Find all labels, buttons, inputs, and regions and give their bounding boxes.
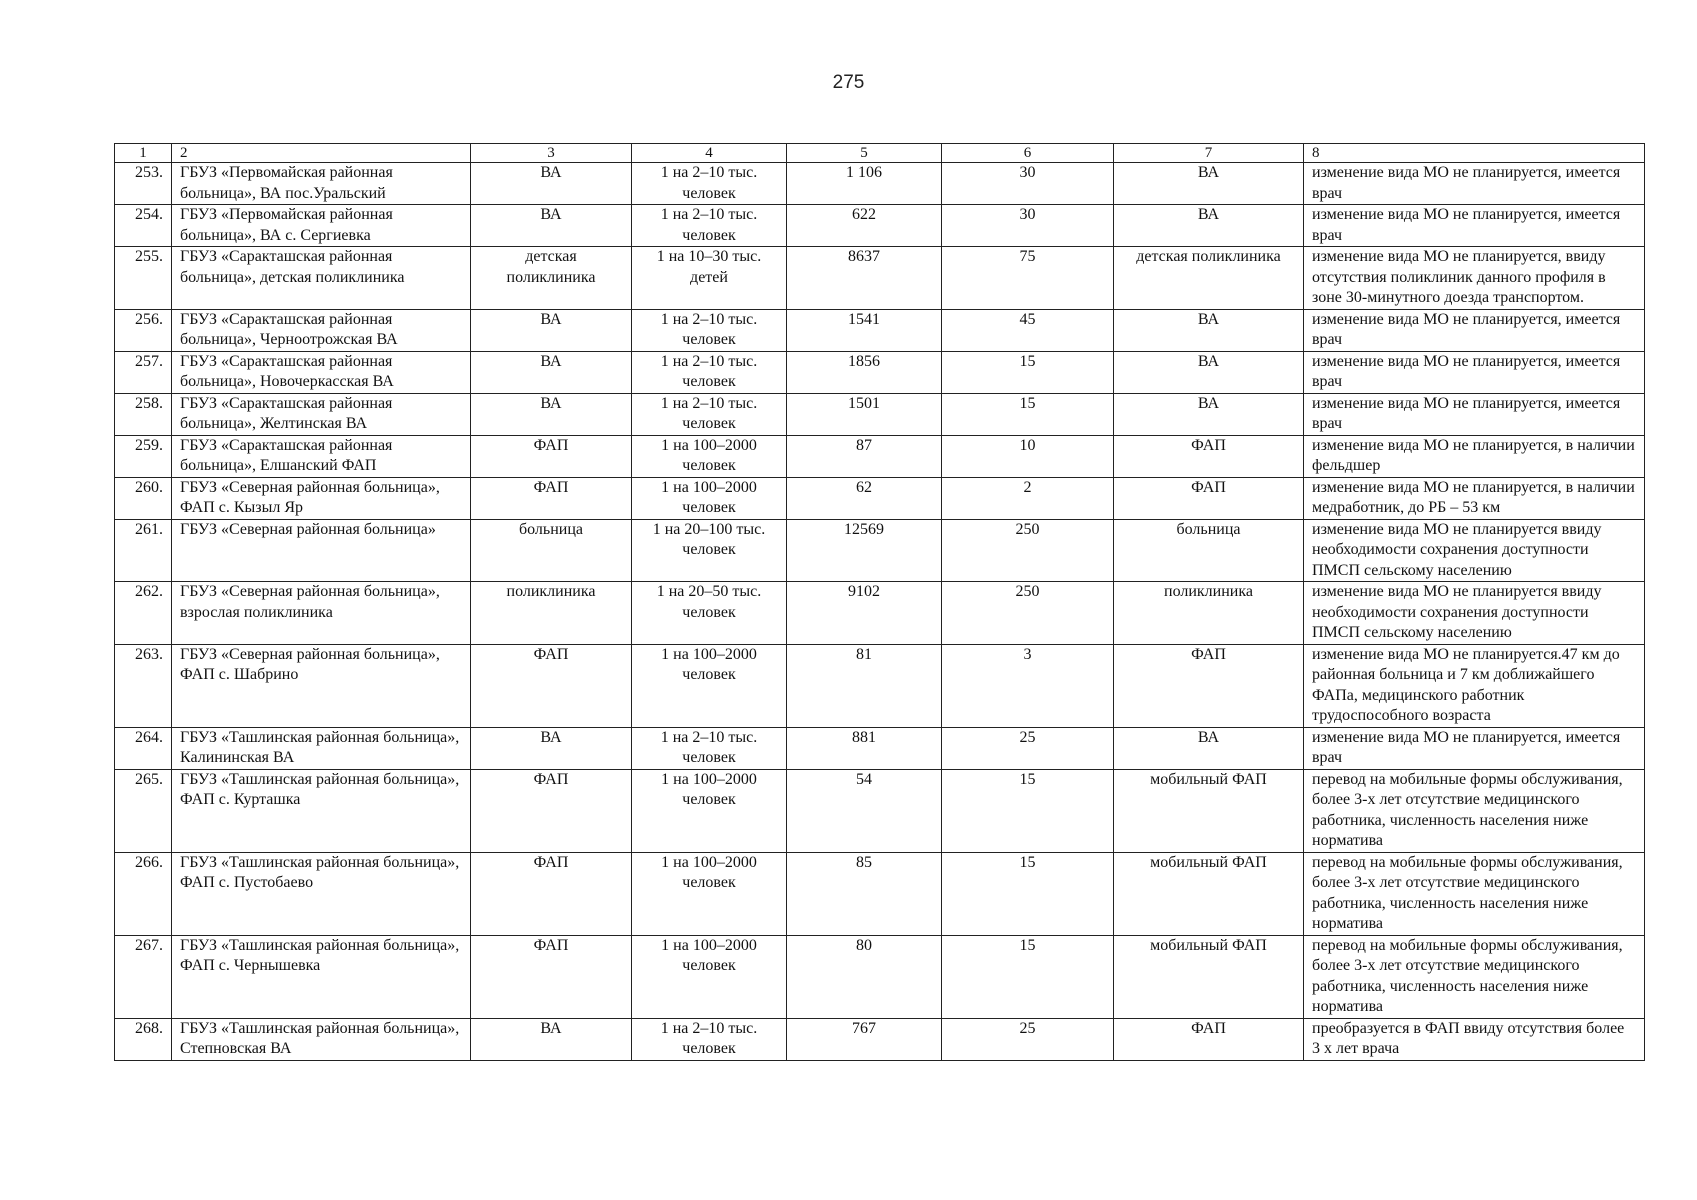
distance: 30 [942,205,1114,247]
planning-note: изменение вида МО не планируется ввиду необходимости сохранения доступности ПМСП сельскому населению [1304,519,1645,582]
table-row [115,519,1645,582]
planning-note: изменение вида МО не планируется, ввиду отсутствия поликлиник данного профиля в зоне 30-минутного доезда транспортом. [1304,247,1645,310]
planning-note: перевод на мобильные формы обслуживания, более 3-х лет отсутствие медицинского работника, численность населения ниже норматива [1304,935,1645,1018]
table-row [115,163,1645,205]
planned-facility-type: ФАП [1114,435,1304,477]
row-number: 253. [115,163,172,205]
coverage-norm: 1 на 100–2000 человек [632,935,787,1018]
planned-facility-type: поликлиника [1114,582,1304,645]
coverage-norm: 1 на 20–50 тыс. человек [632,582,787,645]
table-row [115,582,1645,645]
planned-facility-type: ФАП [1114,1018,1304,1060]
organization-name: ГБУЗ «Саракташская районная больница», Желтинская ВА [172,393,471,435]
organization-name: ГБУЗ «Северная районная больница», ФАП с. Шабрино [172,644,471,727]
table-row [115,205,1645,247]
distance: 250 [942,519,1114,582]
column-header: 6 [942,144,1114,163]
facility-type: ВА [471,393,632,435]
population: 12569 [787,519,942,582]
facility-type: ВА [471,163,632,205]
table-row [115,1018,1645,1060]
distance: 15 [942,351,1114,393]
organization-name: ГБУЗ «Саракташская районная больница», детская поликлиника [172,247,471,310]
planned-facility-type: ВА [1114,393,1304,435]
distance: 75 [942,247,1114,310]
planned-facility-type: ВА [1114,163,1304,205]
registry-table [114,143,1645,1061]
facility-type: ФАП [471,435,632,477]
planning-note: изменение вида МО не планируется, имеется врач [1304,309,1645,351]
organization-name: ГБУЗ «Саракташская районная больница», Черноотрожская ВА [172,309,471,351]
population: 1856 [787,351,942,393]
table-row [115,477,1645,519]
planned-facility-type: детская поликлиника [1114,247,1304,310]
coverage-norm: 1 на 2–10 тыс. человек [632,393,787,435]
organization-name: ГБУЗ «Северная районная больница», взрослая поликлиника [172,582,471,645]
planned-facility-type: мобильный ФАП [1114,852,1304,935]
distance: 10 [942,435,1114,477]
distance: 30 [942,163,1114,205]
planning-note: перевод на мобильные формы обслуживания, более 3-х лет отсутствие медицинского работника, численность населения ниже норматива [1304,769,1645,852]
row-number: 262. [115,582,172,645]
facility-type: ФАП [471,644,632,727]
row-number: 259. [115,435,172,477]
organization-name: ГБУЗ «Ташлинская районная больница», ФАП с. Пустобаево [172,852,471,935]
planned-facility-type: ФАП [1114,644,1304,727]
distance: 25 [942,1018,1114,1060]
population: 1501 [787,393,942,435]
table-row [115,852,1645,935]
population: 1541 [787,309,942,351]
facility-type: ФАП [471,852,632,935]
distance: 25 [942,727,1114,769]
population: 81 [787,644,942,727]
coverage-norm: 1 на 2–10 тыс. человек [632,351,787,393]
facility-type: больница [471,519,632,582]
planning-note: изменение вида МО не планируется, в наличии медработник, до РБ – 53 км [1304,477,1645,519]
population: 8637 [787,247,942,310]
planning-note: изменение вида МО не планируется ввиду необходимости сохранения доступности ПМСП сельскому населению [1304,582,1645,645]
organization-name: ГБУЗ «Саракташская районная больница», Новочеркасская ВА [172,351,471,393]
table-row [115,309,1645,351]
page-number: 275 [832,72,865,93]
planned-facility-type: ВА [1114,351,1304,393]
planned-facility-type: ВА [1114,205,1304,247]
organization-name: ГБУЗ «Ташлинская районная больница», Калининская ВА [172,727,471,769]
row-number: 260. [115,477,172,519]
row-number: 263. [115,644,172,727]
planning-note: изменение вида МО не планируется.47 км до районная больница и 7 км доближайшего ФАПа, медицинского работник трудоспособного возраста [1304,644,1645,727]
organization-name: ГБУЗ «Саракташская районная больница», Елшанский ФАП [172,435,471,477]
distance: 2 [942,477,1114,519]
column-header: 7 [1114,144,1304,163]
planned-facility-type: мобильный ФАП [1114,769,1304,852]
organization-name: ГБУЗ «Ташлинская районная больница», ФАП с. Чернышевка [172,935,471,1018]
coverage-norm: 1 на 100–2000 человек [632,644,787,727]
row-number: 264. [115,727,172,769]
population: 881 [787,727,942,769]
population: 767 [787,1018,942,1060]
planning-note: изменение вида МО не планируется, имеется врач [1304,393,1645,435]
column-header: 4 [632,144,787,163]
planning-note: преобразуется в ФАП ввиду отсутствия более 3 х лет врача [1304,1018,1645,1060]
planned-facility-type: больница [1114,519,1304,582]
organization-name: ГБУЗ «Первомайская районная больница», ВА пос.Уральский [172,163,471,205]
distance: 45 [942,309,1114,351]
row-number: 258. [115,393,172,435]
coverage-norm: 1 на 100–2000 человек [632,435,787,477]
organization-name: ГБУЗ «Ташлинская районная больница», ФАП с. Курташка [172,769,471,852]
column-header: 2 [172,144,471,163]
facility-type: ФАП [471,769,632,852]
table-row [115,644,1645,727]
planned-facility-type: мобильный ФАП [1114,935,1304,1018]
row-number: 261. [115,519,172,582]
distance: 15 [942,393,1114,435]
column-header: 5 [787,144,942,163]
facility-type: ФАП [471,935,632,1018]
population: 62 [787,477,942,519]
table-row [115,727,1645,769]
planning-note: изменение вида МО не планируется, имеется врач [1304,163,1645,205]
row-number: 266. [115,852,172,935]
organization-name: ГБУЗ «Северная районная больница», ФАП с. Кызыл Яр [172,477,471,519]
column-header: 1 [115,144,172,163]
planning-note: перевод на мобильные формы обслуживания, более 3-х лет отсутствие медицинского работника, численность населения ниже норматива [1304,852,1645,935]
distance: 15 [942,852,1114,935]
population: 87 [787,435,942,477]
row-number: 255. [115,247,172,310]
row-number: 254. [115,205,172,247]
planned-facility-type: ВА [1114,727,1304,769]
population: 80 [787,935,942,1018]
facility-type: поликлиника [471,582,632,645]
row-number: 256. [115,309,172,351]
facility-type: детская поликлиника [471,247,632,310]
facility-type: ФАП [471,477,632,519]
column-header: 3 [471,144,632,163]
coverage-norm: 1 на 2–10 тыс. человек [632,309,787,351]
facility-type: ВА [471,1018,632,1060]
planning-note: изменение вида МО не планируется, имеется врач [1304,351,1645,393]
facility-type: ВА [471,351,632,393]
planning-note: изменение вида МО не планируется, в наличии фельдшер [1304,435,1645,477]
coverage-norm: 1 на 2–10 тыс. человек [632,205,787,247]
planning-note: изменение вида МО не планируется, имеется врач [1304,727,1645,769]
row-number: 268. [115,1018,172,1060]
coverage-norm: 1 на 100–2000 человек [632,852,787,935]
facility-type: ВА [471,309,632,351]
population: 1 106 [787,163,942,205]
table-row [115,247,1645,310]
column-header: 8 [1304,144,1645,163]
planned-facility-type: ВА [1114,309,1304,351]
coverage-norm: 1 на 100–2000 человек [632,769,787,852]
coverage-norm: 1 на 2–10 тыс. человек [632,1018,787,1060]
table-row [115,769,1645,852]
table-row [115,435,1645,477]
organization-name: ГБУЗ «Северная районная больница» [172,519,471,582]
row-number: 267. [115,935,172,1018]
facility-type: ВА [471,727,632,769]
column-number-row [115,144,1645,163]
table-row [115,935,1645,1018]
population: 622 [787,205,942,247]
row-number: 265. [115,769,172,852]
distance: 15 [942,769,1114,852]
coverage-norm: 1 на 100–2000 человек [632,477,787,519]
planning-note: изменение вида МО не планируется, имеется врач [1304,205,1645,247]
distance: 250 [942,582,1114,645]
coverage-norm: 1 на 2–10 тыс. человек [632,727,787,769]
table-row [115,351,1645,393]
planned-facility-type: ФАП [1114,477,1304,519]
row-number: 257. [115,351,172,393]
facility-type: ВА [471,205,632,247]
population: 54 [787,769,942,852]
population: 85 [787,852,942,935]
organization-name: ГБУЗ «Ташлинская районная больница», Степновская ВА [172,1018,471,1060]
population: 9102 [787,582,942,645]
coverage-norm: 1 на 2–10 тыс. человек [632,163,787,205]
organization-name: ГБУЗ «Первомайская районная больница», ВА с. Сергиевка [172,205,471,247]
table-row [115,393,1645,435]
distance: 3 [942,644,1114,727]
distance: 15 [942,935,1114,1018]
coverage-norm: 1 на 20–100 тыс. человек [632,519,787,582]
coverage-norm: 1 на 10–30 тыс. детей [632,247,787,310]
